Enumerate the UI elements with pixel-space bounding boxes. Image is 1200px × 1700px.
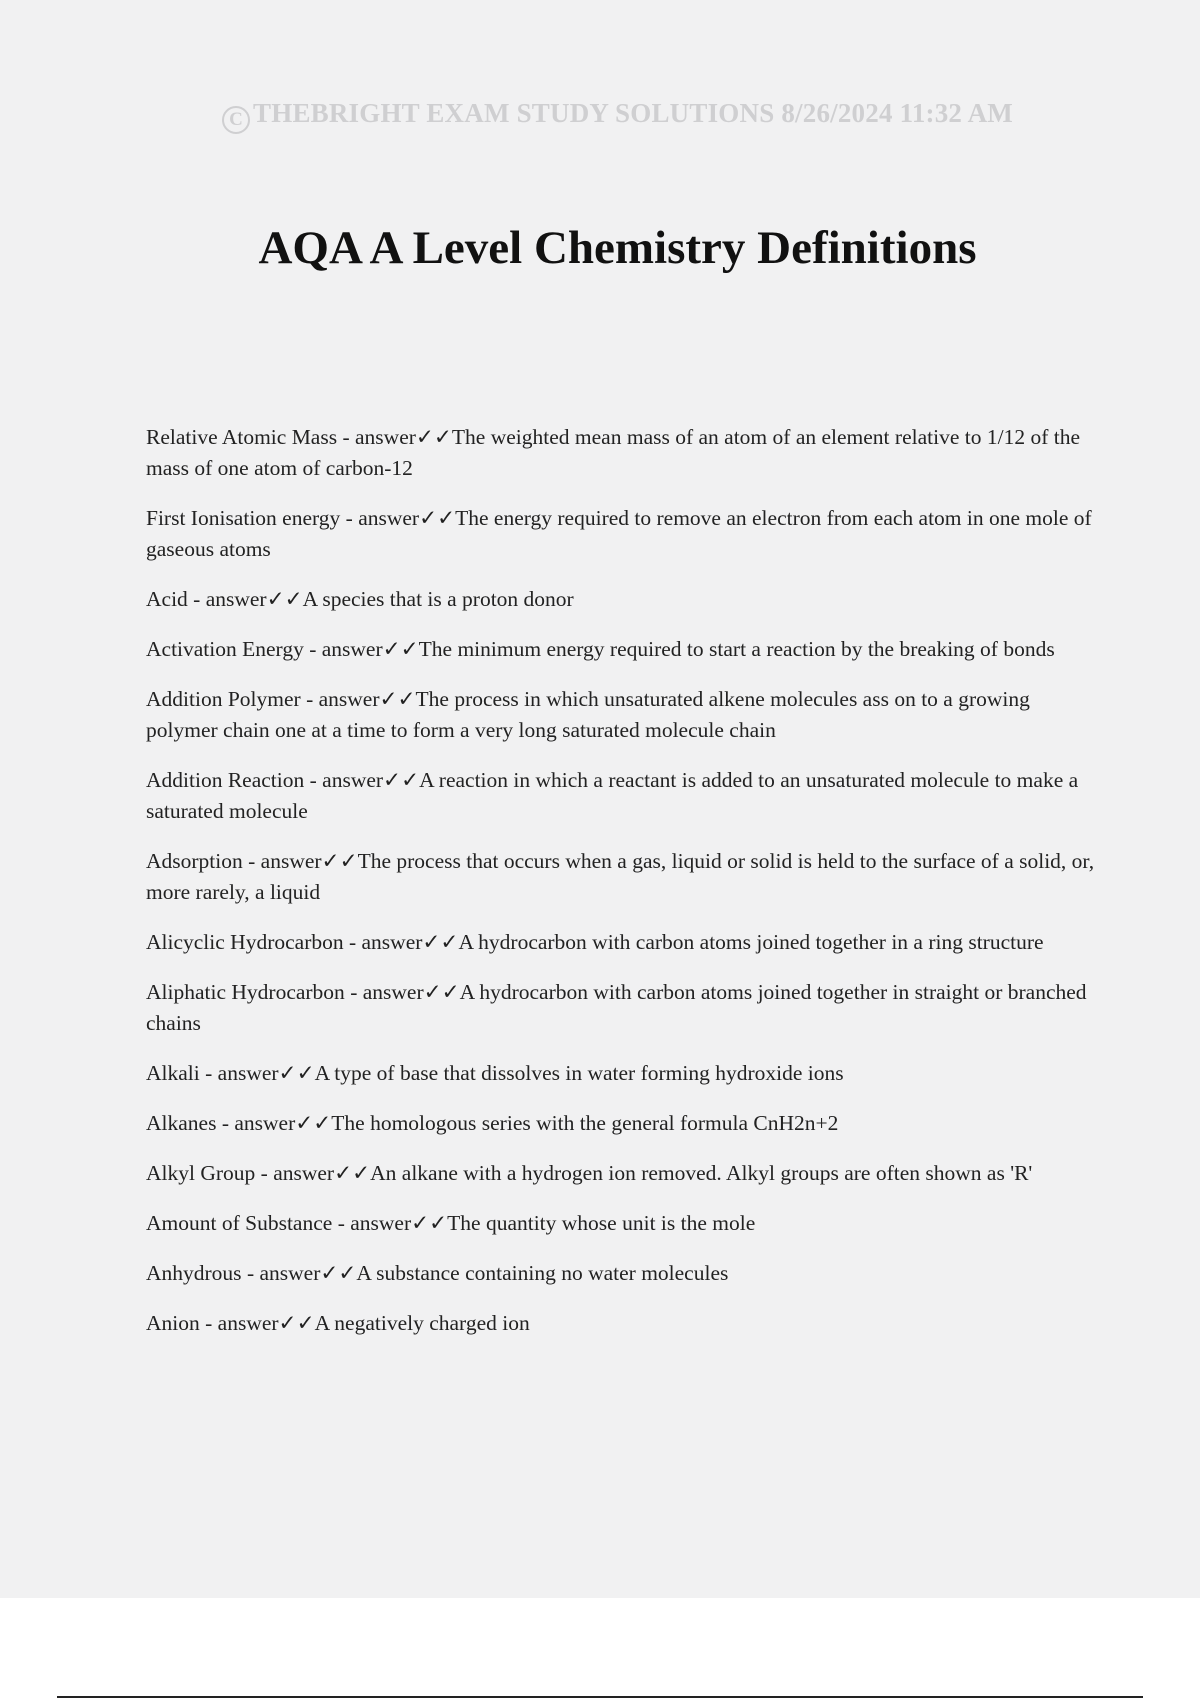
answer-separator: - answer✓✓ bbox=[300, 687, 416, 711]
definition-text: The weighted mean mass of an atom of an element relative to 1/12 of the mass of one atom of carbon-12 bbox=[146, 425, 1080, 480]
definition-text: A hydrocarbon with carbon atoms joined together in a ring structure bbox=[458, 930, 1044, 954]
answer-separator: - answer✓✓ bbox=[303, 637, 419, 661]
definition-term: Relative Atomic Mass bbox=[146, 425, 338, 449]
list-item bbox=[146, 503, 1096, 565]
definition-text: A species that is a proton donor bbox=[302, 587, 574, 611]
list-item bbox=[146, 1208, 1096, 1239]
page-title: AQA A Level Chemistry Definitions bbox=[258, 222, 977, 274]
list-item bbox=[146, 765, 1096, 827]
definition-term: First Ionisation energy bbox=[146, 506, 341, 530]
definition-term: Alkyl Group bbox=[146, 1161, 256, 1185]
definition-text: A reaction in which a reactant is added to an unsaturated molecule to make a saturated molecule bbox=[146, 768, 1079, 823]
list-item bbox=[146, 584, 1096, 615]
definition-text: A hydrocarbon with carbon atoms joined together in straight or branched chains bbox=[146, 980, 1087, 1035]
list-item bbox=[146, 1108, 1096, 1139]
list-item bbox=[146, 927, 1096, 958]
definition-text: The process that occurs when a gas, liquid or solid is held to the surface of a solid, or, more rarely, a liquid bbox=[146, 849, 1095, 904]
copyright-icon: C bbox=[222, 106, 250, 134]
definition-list bbox=[146, 422, 1096, 1358]
definition-term: Activation Energy bbox=[146, 637, 304, 661]
definition-text: The energy required to remove an electron from each atom in one mole of gaseous atoms bbox=[146, 506, 1092, 561]
definition-term: Addition Reaction bbox=[146, 768, 305, 792]
list-item bbox=[146, 684, 1096, 746]
footer-divider bbox=[57, 1696, 1143, 1698]
definition-term: Aliphatic Hydrocarbon bbox=[146, 980, 345, 1004]
definition-text: A type of base that dissolves in water forming hydroxide ions bbox=[314, 1061, 844, 1085]
answer-separator: - answer✓✓ bbox=[216, 1111, 332, 1135]
list-item bbox=[146, 1158, 1096, 1189]
list-item bbox=[146, 1058, 1096, 1089]
answer-separator: - answer✓✓ bbox=[255, 1161, 371, 1185]
answer-separator: - answer✓✓ bbox=[199, 1061, 315, 1085]
definition-text: The homologous series with the general formula CnH2n+2 bbox=[331, 1111, 839, 1135]
definition-term: Acid bbox=[146, 587, 188, 611]
definition-text: An alkane with a hydrogen ion removed. Alkyl groups are often shown as 'R' bbox=[370, 1161, 1033, 1185]
answer-separator: - answer✓✓ bbox=[344, 980, 460, 1004]
answer-separator: - answer✓✓ bbox=[304, 768, 420, 792]
answer-separator: - answer✓✓ bbox=[340, 506, 456, 530]
definition-term: Anion bbox=[146, 1311, 200, 1335]
answer-separator: - answer✓✓ bbox=[199, 1311, 315, 1335]
definition-term: Alkali bbox=[146, 1061, 200, 1085]
list-item bbox=[146, 422, 1096, 484]
definition-text: The process in which unsaturated alkene molecules ass on to a growing polymer chain one at a time to form a very long saturated molecule chain bbox=[146, 687, 1030, 742]
list-item bbox=[146, 1258, 1096, 1289]
answer-separator: - answer✓✓ bbox=[242, 849, 358, 873]
answer-separator: - answer✓✓ bbox=[343, 930, 459, 954]
definition-term: Addition Polymer bbox=[146, 687, 301, 711]
definition-term: Amount of Substance bbox=[146, 1211, 333, 1235]
watermark bbox=[0, 98, 1200, 134]
definition-text: The minimum energy required to start a reaction by the breaking of bonds bbox=[418, 637, 1055, 661]
list-item bbox=[146, 977, 1096, 1039]
definition-term: Anhydrous bbox=[146, 1261, 242, 1285]
answer-separator: - answer✓✓ bbox=[337, 425, 452, 449]
list-item bbox=[146, 1308, 1096, 1339]
definition-term: Alicyclic Hydrocarbon bbox=[146, 930, 344, 954]
definition-text: A substance containing no water molecules bbox=[356, 1261, 729, 1285]
definition-term: Alkanes bbox=[146, 1111, 217, 1135]
list-item bbox=[146, 846, 1096, 908]
answer-separator: - answer✓✓ bbox=[241, 1261, 357, 1285]
definition-text: The quantity whose unit is the mole bbox=[447, 1211, 756, 1235]
watermark-text: THEBRIGHT EXAM STUDY SOLUTIONS 8/26/2024 11:32 AM bbox=[253, 98, 1013, 128]
definition-term: Adsorption bbox=[146, 849, 243, 873]
definition-text: A negatively charged ion bbox=[314, 1311, 530, 1335]
answer-separator: - answer✓✓ bbox=[332, 1211, 448, 1235]
answer-separator: - answer✓✓ bbox=[187, 587, 303, 611]
list-item bbox=[146, 634, 1096, 665]
